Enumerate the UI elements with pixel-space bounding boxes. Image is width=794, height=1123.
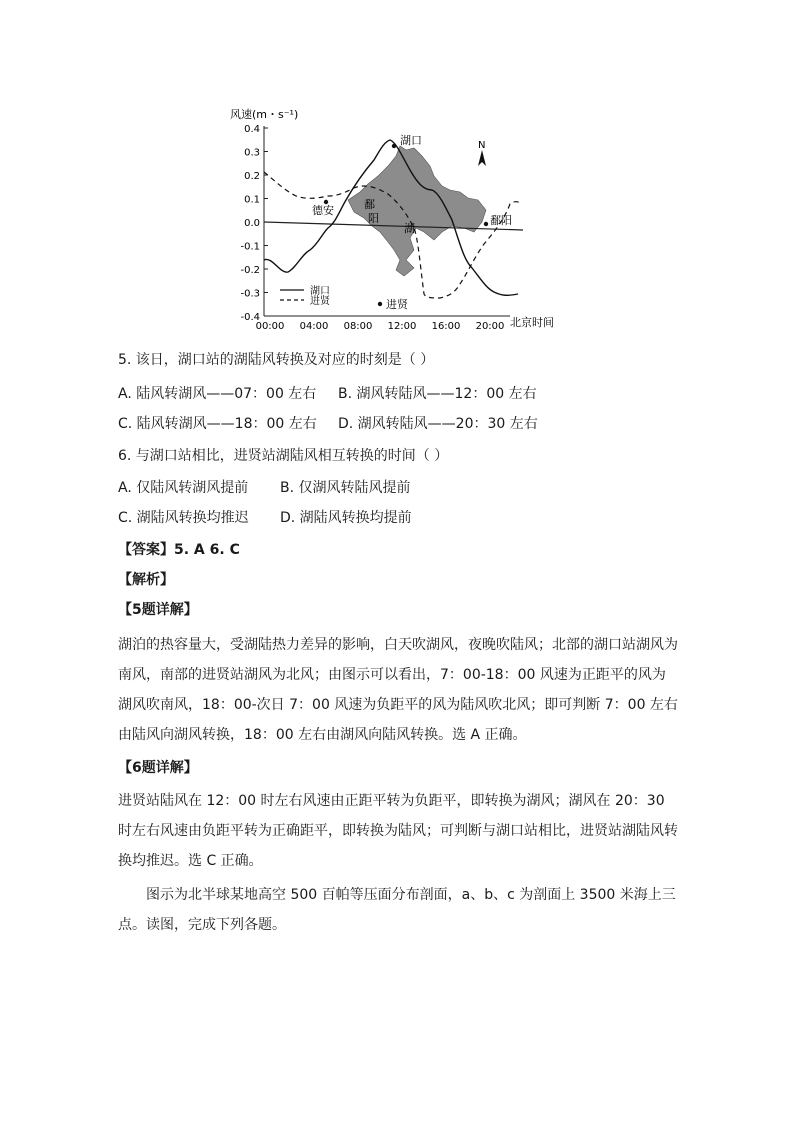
next-intro-text: 图示为北半球某地高空 500 百帕等压面分布剖面，a、b、c 为剖面上 3500 米海上三点。读图，完成下列各题。 — [118, 887, 676, 933]
y-tick-label: -0.3 — [240, 288, 260, 300]
map-label-dean: 德安 — [312, 204, 334, 217]
x-tick-label: 00:00 — [255, 321, 285, 332]
y-tick-label: -0.4 — [240, 312, 260, 323]
q5-option-d[interactable]: D. 湖风转陆风——20：30 左右 — [338, 416, 538, 432]
north-arrow-icon — [478, 150, 486, 166]
map-label-yang: 阳 — [368, 212, 379, 225]
legend-label-jinxian: 进贤 — [310, 296, 330, 307]
detail5-text-block — [118, 630, 678, 750]
detail5-title: 【5题详解】 — [118, 602, 198, 618]
detail6-title: 【6题详解】 — [118, 760, 198, 776]
q6-option-a[interactable]: A. 仅陆风转湖风提前 — [118, 480, 249, 496]
q6-option-d[interactable]: D. 湖陆风转换均提前 — [280, 510, 412, 526]
x-tick-label: 20:00 — [475, 321, 505, 332]
map-label-hukou: 湖口 — [400, 134, 422, 147]
x-tick-label: 12:00 — [387, 321, 417, 332]
detail6-text-block — [118, 786, 678, 876]
map-label-poyang: 鄱阳 — [490, 214, 512, 227]
q5-stem: 5. 该日，湖口站的湖陆风转换及对应的时刻是（ ） — [118, 352, 435, 368]
q5-option-b[interactable]: B. 湖风转陆风——12：00 左右 — [338, 386, 537, 402]
analysis-title: 【解析】 — [118, 572, 174, 588]
x-tick-label: 04:00 — [299, 321, 329, 332]
q5-options-row1 — [118, 384, 537, 404]
q6-options-row1 — [118, 478, 411, 498]
map-label-po: 鄱 — [364, 198, 375, 211]
answer-line: 【答案】5. A 6. C — [118, 542, 240, 558]
detail5-text: 湖泊的热容量大，受湖陆热力差异的影响，白天吹湖风，夜晚吹陆风；北部的湖口站湖风为南风，南部的进贤站湖风为北风；由图示可以看出，7：00-18：00 风速为正距平的风为湖风吹南风，18：00-次日 7：00 风速为负距平的风为陆风吹北风；即可判断 7：00 左右由陆风向湖风转换，18：00 左右由湖风向陆风转换。选 A 正确。 — [118, 637, 678, 743]
y-tick-label: 0.3 — [244, 147, 260, 159]
detail6-text: 进贤站陆风在 12：00 时左右风速由正距平转为负距平，即转换为湖风；湖风在 20：30 时左右风速由负距平转为正确距平，即转换为陆风；可判断与湖口站相比，进贤站湖陆风转换均推迟。选 C 正确。 — [118, 793, 678, 869]
wind-speed-chart — [228, 104, 568, 336]
poyang-station-dot — [484, 222, 488, 226]
y-axis-title: 风速(m・s⁻¹) — [230, 108, 299, 121]
q5-option-c[interactable]: C. 陆风转湖风——18：00 左右 — [118, 416, 317, 432]
y-tick-label: 0.4 — [244, 124, 260, 135]
x-axis-title: 北京时间 — [510, 316, 554, 329]
q6-stem: 6. 与湖口站相比，进贤站湖陆风相互转换的时间（ ） — [118, 448, 449, 464]
north-label: N — [478, 140, 486, 151]
x-tick-label: 08:00 — [343, 321, 373, 332]
x-tick-labels — [256, 321, 505, 332]
q5-option-a[interactable]: A. 陆风转湖风——07：00 左右 — [118, 386, 317, 402]
q6-options-row2 — [118, 508, 412, 528]
y-tick-label: -0.1 — [240, 241, 260, 253]
x-tick-label: 16:00 — [431, 321, 461, 332]
jinxian-station-dot — [378, 302, 382, 306]
map-label-hu: 湖 — [404, 222, 415, 235]
y-tick-label: 0.1 — [244, 194, 260, 206]
hukou-station-dot — [392, 144, 396, 148]
q5-options-row2 — [118, 414, 538, 434]
y-tick-label: 0.0 — [244, 218, 260, 229]
legend-label-hukou: 湖口 — [310, 286, 330, 297]
map-label-jinxian: 进贤 — [386, 298, 408, 311]
q6-option-b[interactable]: B. 仅湖风转陆风提前 — [280, 480, 411, 496]
y-tick-label: -0.2 — [240, 265, 260, 276]
y-tick-label: 0.2 — [244, 171, 260, 182]
q6-option-c[interactable]: C. 湖陆风转换均推迟 — [118, 510, 249, 526]
next-intro-block — [118, 880, 678, 940]
wind-speed-figure — [228, 104, 568, 336]
